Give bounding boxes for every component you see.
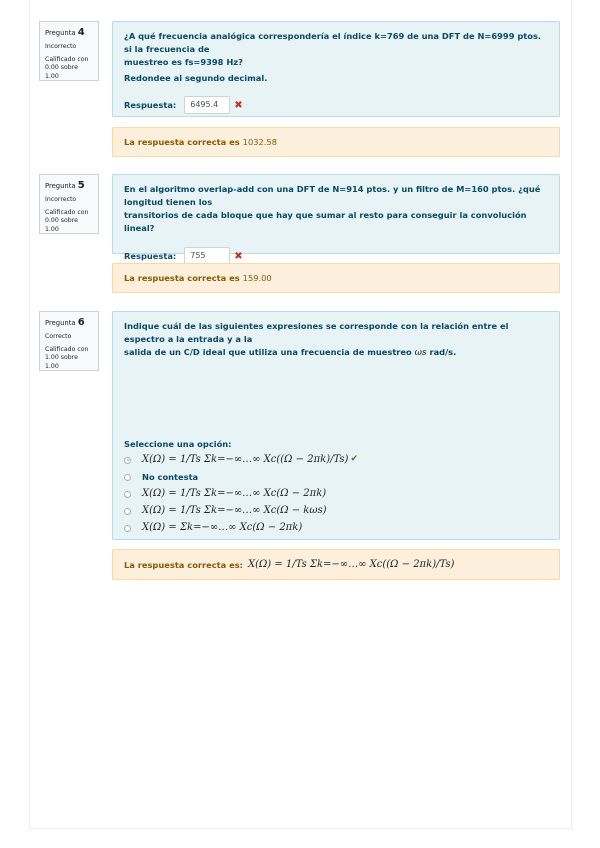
question-instruction-4: Redondee al segundo decimal.: [124, 72, 268, 83]
question-number-5: Pregunta 5: [45, 180, 85, 191]
radio-option-3[interactable]: [124, 491, 131, 498]
option-5[interactable]: [124, 520, 548, 537]
options-list: [124, 452, 548, 537]
option-5-label: X(Ω) = Σk=−∞…∞ Xc(Ω − 2πk): [142, 522, 303, 534]
feedback-value-6: X(Ω) = 1/Ts Σk=−∞…∞ Xc((Ω − 2πk)/Ts): [247, 559, 455, 570]
feedback-label-6: La respuesta correcta es:: [124, 559, 243, 570]
feedback-box-4: [112, 127, 560, 157]
cross-icon: ✖: [234, 250, 243, 262]
select-label: Seleccione una opción:: [124, 438, 232, 449]
feedback-box-5: [112, 263, 560, 293]
question-text-box-5: [112, 174, 560, 262]
question-text-4-line1: ¿A qué frecuencia analógica correspondería el índice k=769 de una DFT de N=6999 ptos. si la frecuencia de: [124, 31, 542, 54]
question-state-4: Incorrecto: [45, 42, 77, 50]
answer-label-5: Respuesta:: [124, 251, 177, 261]
option-3[interactable]: [124, 486, 548, 503]
question-grade-4: Calificado con 0.00 sobre 1.00: [45, 55, 89, 80]
question-grade-6: Calificado con 1.00 sobre 1.00: [45, 345, 89, 370]
answer-row-4: [124, 96, 548, 114]
feedback-label-4: La respuesta correcta es: [124, 137, 240, 147]
question-info-4: [39, 21, 99, 81]
question-text-box-6: [112, 311, 560, 540]
question-info-6: [39, 311, 99, 371]
answer-input-5[interactable]: 755: [184, 247, 230, 265]
question-grade-5: Calificado con 0.00 sobre 1.00: [45, 208, 89, 233]
option-2-label: No contesta: [142, 471, 199, 482]
question-text-5-line2: transitorios de cada bloque que hay que sumar al resto para conseguir la convolución lineal?: [124, 209, 527, 233]
option-4[interactable]: [124, 503, 548, 520]
option-1[interactable]: [124, 452, 548, 469]
feedback-value-4: 1032.58: [242, 137, 277, 147]
question-number-6: Pregunta 6: [45, 317, 85, 328]
option-4-label: X(Ω) = 1/Ts Σk=−∞…∞ Xc(Ω − kωs): [142, 505, 327, 517]
radio-option-1[interactable]: [124, 457, 131, 464]
question-info-5: [39, 174, 99, 234]
question-text-6-line1: Indique cuál de las siguientes expresiones se corresponde con la relación entre el espectro a la entrada y a la: [124, 321, 509, 344]
question-text-5-line1: En el algoritmo overlap-add con una DFT de N=914 ptos. y un filtro de M=160 ptos. ¿qué longitud tienen los: [124, 184, 541, 207]
question-state-5: Incorrecto: [45, 195, 77, 203]
answer-label-4: Respuesta:: [124, 100, 177, 110]
feedback-label-5: La respuesta correcta es: [124, 273, 240, 283]
option-1-label: X(Ω) = 1/Ts Σk=−∞…∞ Xc((Ω − 2πk)/Ts): [142, 454, 349, 466]
radio-option-2[interactable]: [124, 474, 131, 481]
question-state-6: Correcto: [45, 332, 72, 340]
answer-input-4[interactable]: 6495.4: [184, 96, 230, 114]
question-text-6-line2: salida de un C/D ideal que utiliza una frecuencia de muestreo ωs rad/s.: [124, 346, 457, 358]
check-icon: ✔: [350, 454, 358, 465]
feedback-box-6: [112, 549, 560, 580]
option-2[interactable]: [124, 469, 548, 486]
radio-option-5[interactable]: [124, 525, 131, 532]
question-number-4: Pregunta 4: [45, 27, 85, 38]
option-3-label: X(Ω) = 1/Ts Σk=−∞…∞ Xc(Ω − 2πk): [142, 488, 327, 500]
cross-icon: ✖: [234, 99, 243, 111]
question-text-4-line2: muestreo es fs=9398 Hz?: [124, 56, 243, 67]
radio-option-4[interactable]: [124, 508, 131, 515]
feedback-value-5: 159.00: [242, 273, 272, 283]
question-text-box-4: [112, 21, 560, 117]
